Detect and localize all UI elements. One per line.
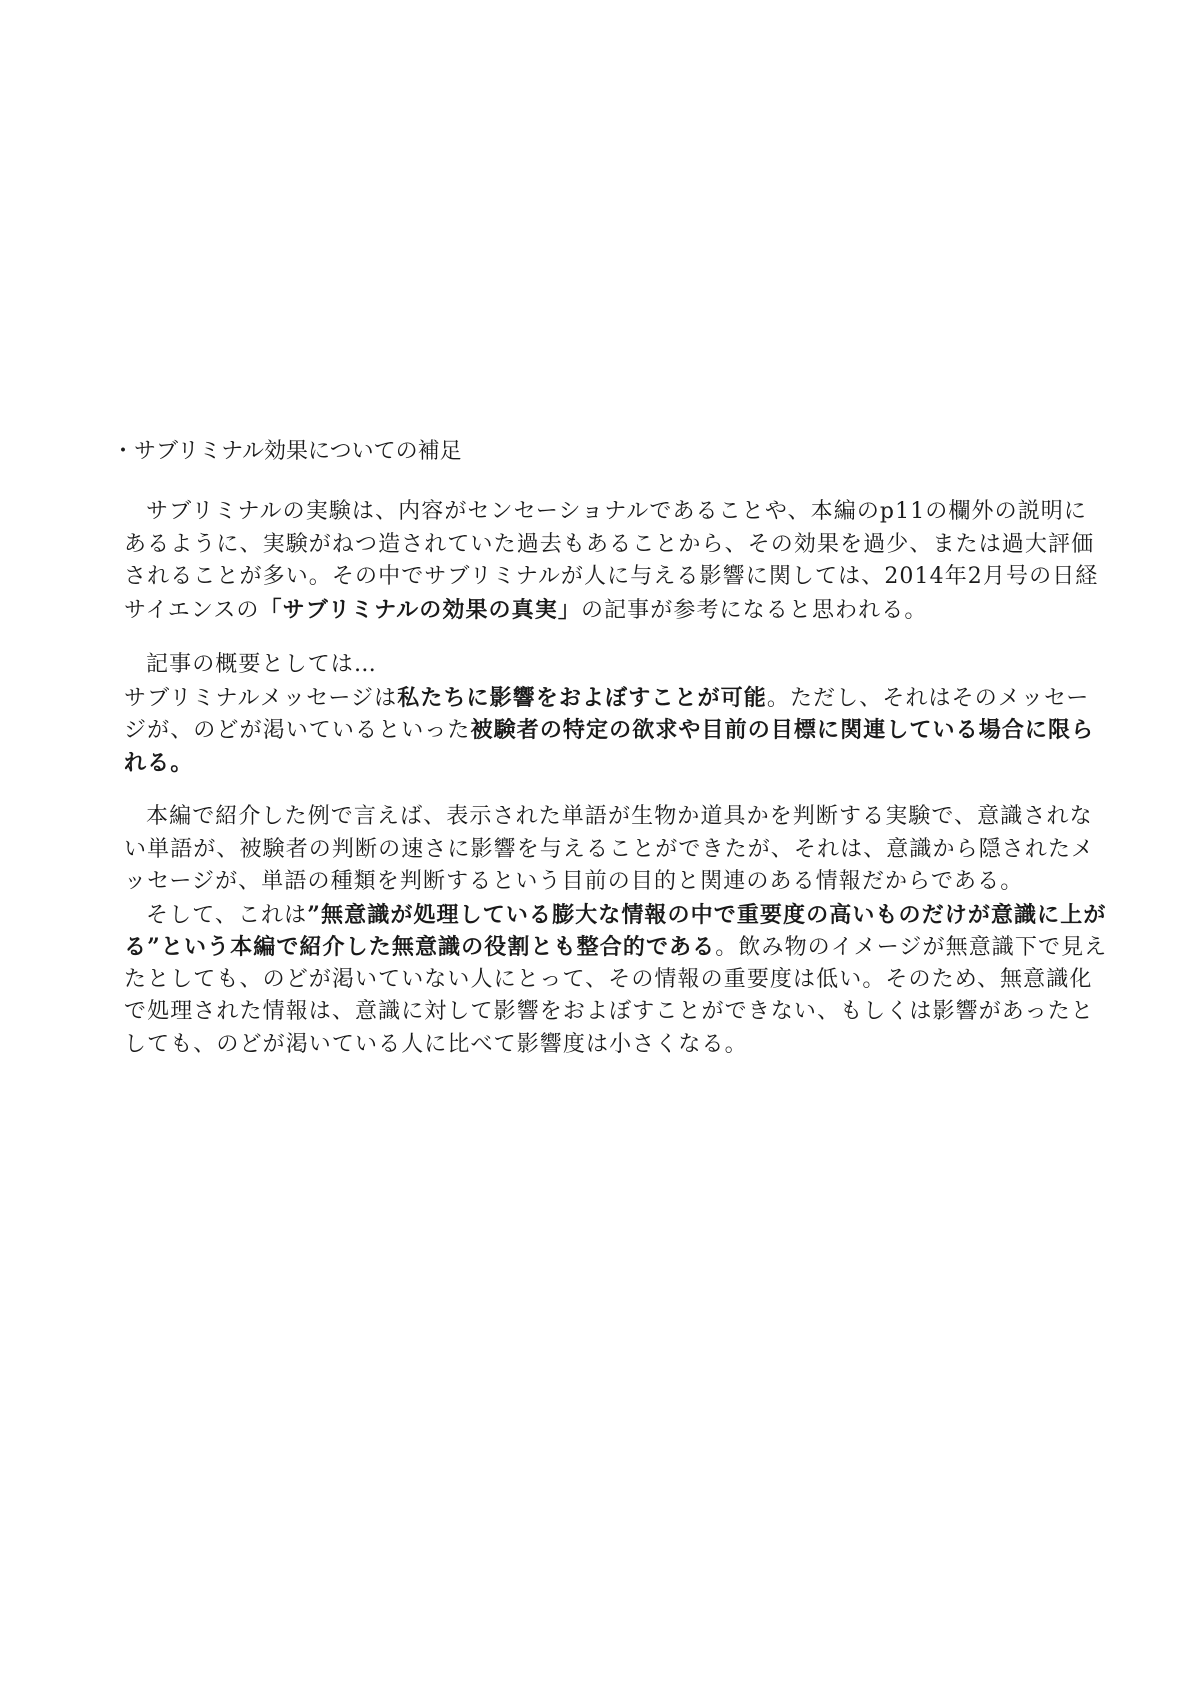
emphasis-bold: ”無意識が処理している膨大な情報の中で重要度の高いものだけが意識に上が bbox=[307, 901, 1107, 928]
text-run: サイエンスの bbox=[124, 597, 260, 623]
text-run: ジが、のどが渇いているといった bbox=[124, 718, 471, 743]
paragraph-line: しても、のどが渇いている人に比べて影響度は小さくなる。 bbox=[124, 1031, 748, 1057]
paragraph-line bbox=[124, 931, 1114, 964]
paragraph-line: ッセージが、単語の種類を判断するという目前の目的と関連のある情報だからである。 bbox=[124, 869, 1024, 894]
paragraph-article-summary bbox=[124, 649, 1114, 779]
paragraph-line: 記事の概要としては… bbox=[146, 652, 378, 677]
emphasis-bold: る”という本編で紹介した無意識の役割とも整合的である bbox=[124, 934, 716, 960]
text-run: サブリミナルメッセージは bbox=[124, 685, 398, 711]
paragraph-explanation bbox=[124, 801, 1114, 1061]
paragraph-line bbox=[124, 714, 1114, 747]
text-run: そして、これは bbox=[146, 902, 308, 928]
paragraph-line bbox=[124, 682, 1114, 715]
section-title: ・サブリミナル効果についての補足 bbox=[112, 439, 462, 464]
paragraph-line: たとしても、のどが渇いていない人にとって、その情報の重要度は低い。そのため、無意識化 bbox=[124, 966, 1093, 992]
paragraph-line: サブリミナルの実験は、内容がセンセーショナルであることや、本編のp11の欄外の説明に bbox=[146, 499, 1087, 524]
paragraph-article-intro bbox=[124, 496, 1114, 626]
article-title-bold: 「サブリミナルの効果の真実」 bbox=[259, 596, 581, 623]
paragraph-line bbox=[124, 594, 1114, 627]
paragraph-line-bold: れる。 bbox=[124, 749, 194, 776]
paragraph-line bbox=[124, 899, 1114, 932]
emphasis-bold: 被験者の特定の欲求や目前の目標に関連している場合に限ら bbox=[470, 717, 1095, 743]
text-run: 。ただし、それはそのメッセー bbox=[766, 685, 1090, 711]
paragraph-line: あるように、実験がねつ造されていた過去もあることから、その効果を過少、または過大評価 bbox=[124, 531, 1095, 557]
paragraph-line: されることが多い。その中でサブリミナルが人に与える影響に関しては、2014年2月号の日経 bbox=[124, 564, 1099, 589]
emphasis-bold: 私たちに影響をおよぼすことが可能 bbox=[397, 684, 767, 711]
paragraph-line: 本編で紹介した例で言えば、表示された単語が生物か道具かを判断する実験で、意識されな bbox=[146, 804, 1093, 829]
paragraph-line: い単語が、被験者の判断の速さに影響を与えることができたが、それは、意識から隠されたメ bbox=[124, 836, 1095, 862]
paragraph-line: で処理された情報は、意識に対して影響をおよぼすことができない、もしくは影響があったと bbox=[124, 999, 1094, 1024]
text-run: の記事が参考になると思われる。 bbox=[580, 597, 928, 623]
text-run: 。飲み物のイメージが無意識下で見え bbox=[715, 935, 1108, 960]
